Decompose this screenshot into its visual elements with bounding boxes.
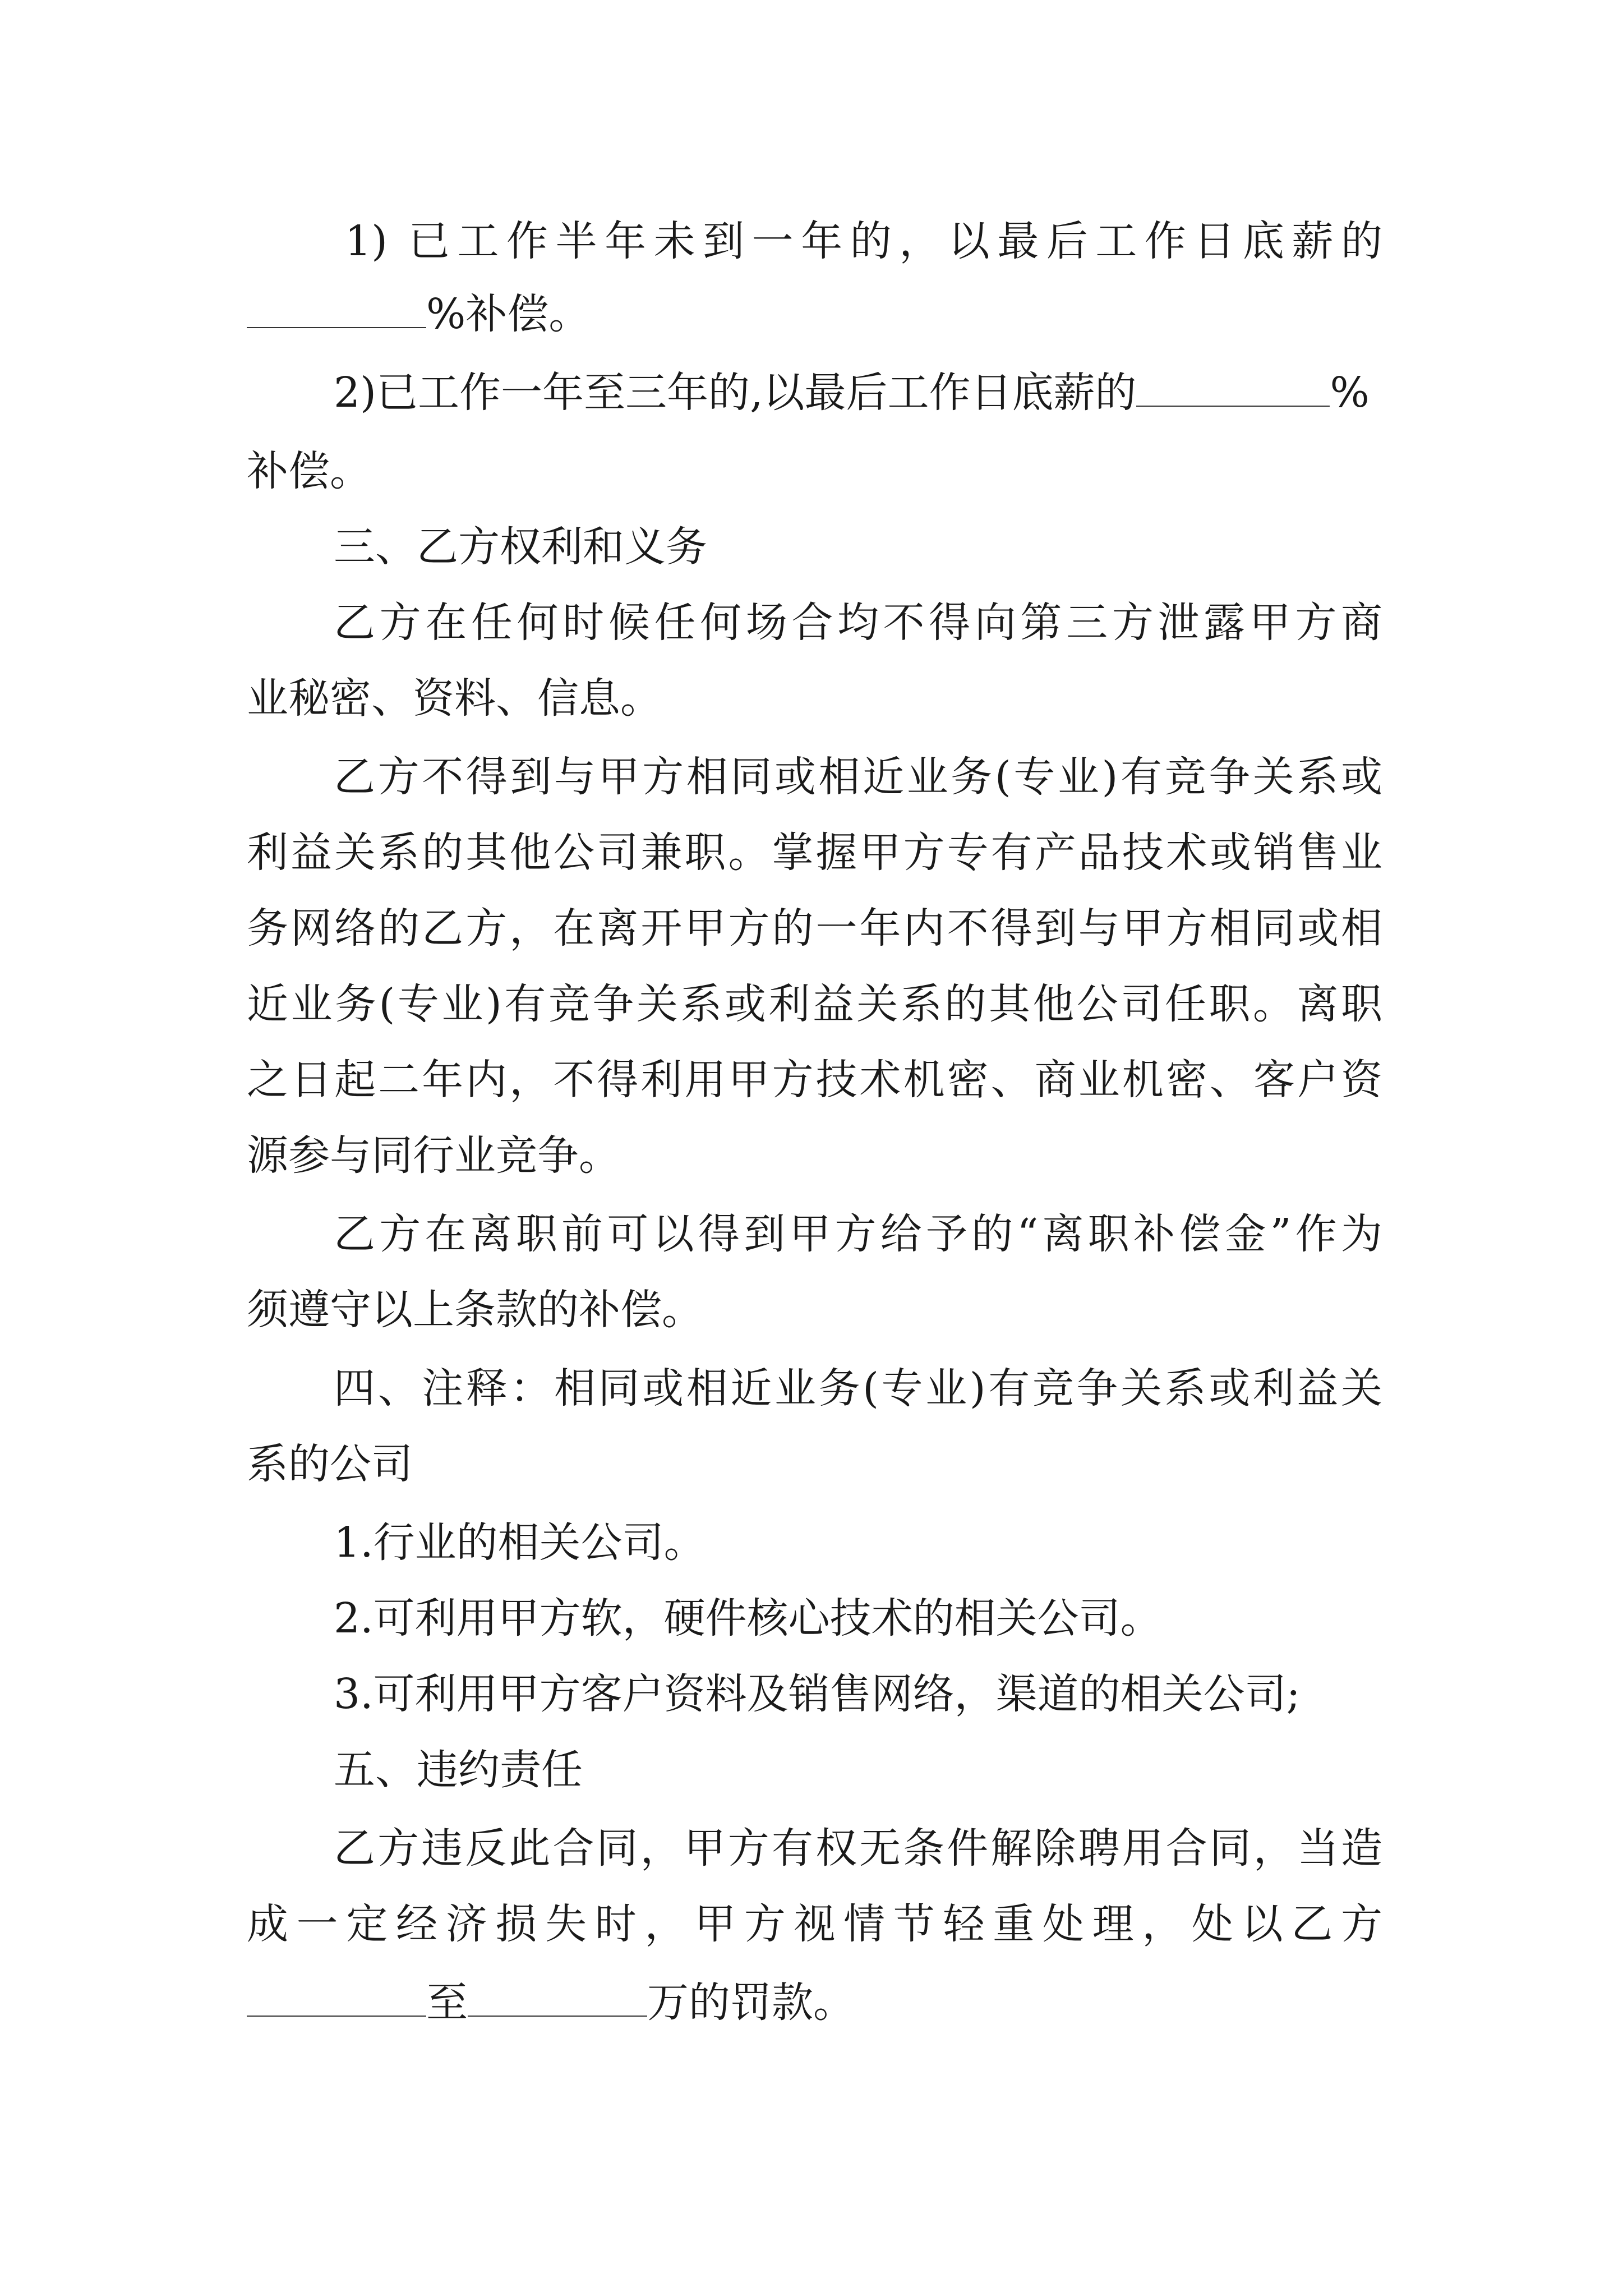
list-item-3: 3.可利用甲方客户资料及销售网络，渠道的相关公司; — [334, 1670, 1301, 1718]
paragraph-3-line-2: 业秘密、资料、信息。 — [247, 674, 662, 723]
paragraph-6-suffix: 万的罚款。 — [647, 1978, 855, 2027]
clause-2-percent: % — [1330, 369, 1370, 417]
paragraph-4-line-1: 乙方不得到与甲方相同或相近业务(专业)有竞争关系或 — [334, 753, 1382, 801]
fill-in-blank[interactable] — [247, 288, 426, 328]
paragraph-6-line-3 — [247, 1975, 1391, 2031]
clause-2-line-1 — [334, 365, 1399, 421]
section-5-heading: 五、违约责任 — [334, 1746, 583, 1794]
section-4-line-1: 四、注释：相同或相近业务(专业)有竞争关系或利益关 — [334, 1364, 1382, 1412]
clause-2-line-2: 补偿。 — [247, 447, 371, 495]
clause-1-line-2 — [247, 286, 1391, 342]
paragraph-4-line-2: 利益关系的其他公司兼职。掌握甲方专有产品技术或销售业 — [247, 829, 1382, 877]
paragraph-3-line-1: 乙方在任何时候任何场合均不得向第三方泄露甲方商 — [334, 599, 1382, 647]
paragraph-6-mid: 至 — [426, 1978, 468, 2027]
paragraph-4-line-3: 务网络的乙方，在离开甲方的一年内不得到与甲方相同或相 — [247, 904, 1382, 953]
clause-1-suffix: %补偿。 — [426, 290, 591, 338]
fill-in-blank[interactable] — [247, 1976, 426, 2017]
paragraph-5-line-2: 须遵守以上条款的补偿。 — [247, 1286, 703, 1334]
fill-in-blank[interactable] — [1136, 366, 1330, 407]
list-item-2: 2.可利用甲方软，硬件核心技术的相关公司。 — [334, 1594, 1162, 1642]
clause-1-line-1: 1) 已工作半年未到一年的，以最后工作日底薪的 — [345, 217, 1382, 265]
paragraph-6-line-1: 乙方违反此合同，甲方有权无条件解除聘用合同，当造 — [334, 1824, 1382, 1872]
section-3-heading: 三、乙方权利和义务 — [334, 523, 707, 571]
list-item-1: 1.行业的相关公司。 — [334, 1519, 706, 1567]
section-4-line-2: 系的公司 — [247, 1440, 413, 1488]
paragraph-4-line-4: 近业务(专业)有竞争关系或利益关系的其他公司任职。离职 — [247, 980, 1382, 1028]
clause-2-prefix: 2)已工作一年至三年的,以最后工作日底薪的 — [334, 369, 1137, 417]
fill-in-blank[interactable] — [468, 1976, 647, 2017]
paragraph-4-line-6: 源参与同行业竞争。 — [247, 1131, 620, 1180]
paragraph-6-line-2: 成一定经济损失时，甲方视情节轻重处理，处以乙方 — [247, 1900, 1382, 1948]
paragraph-5-line-1: 乙方在离职前可以得到甲方给予的“离职补偿金”作为 — [334, 1210, 1382, 1258]
paragraph-4-line-5: 之日起二年内，不得利用甲方技术机密、商业机密、客户资 — [247, 1056, 1382, 1104]
